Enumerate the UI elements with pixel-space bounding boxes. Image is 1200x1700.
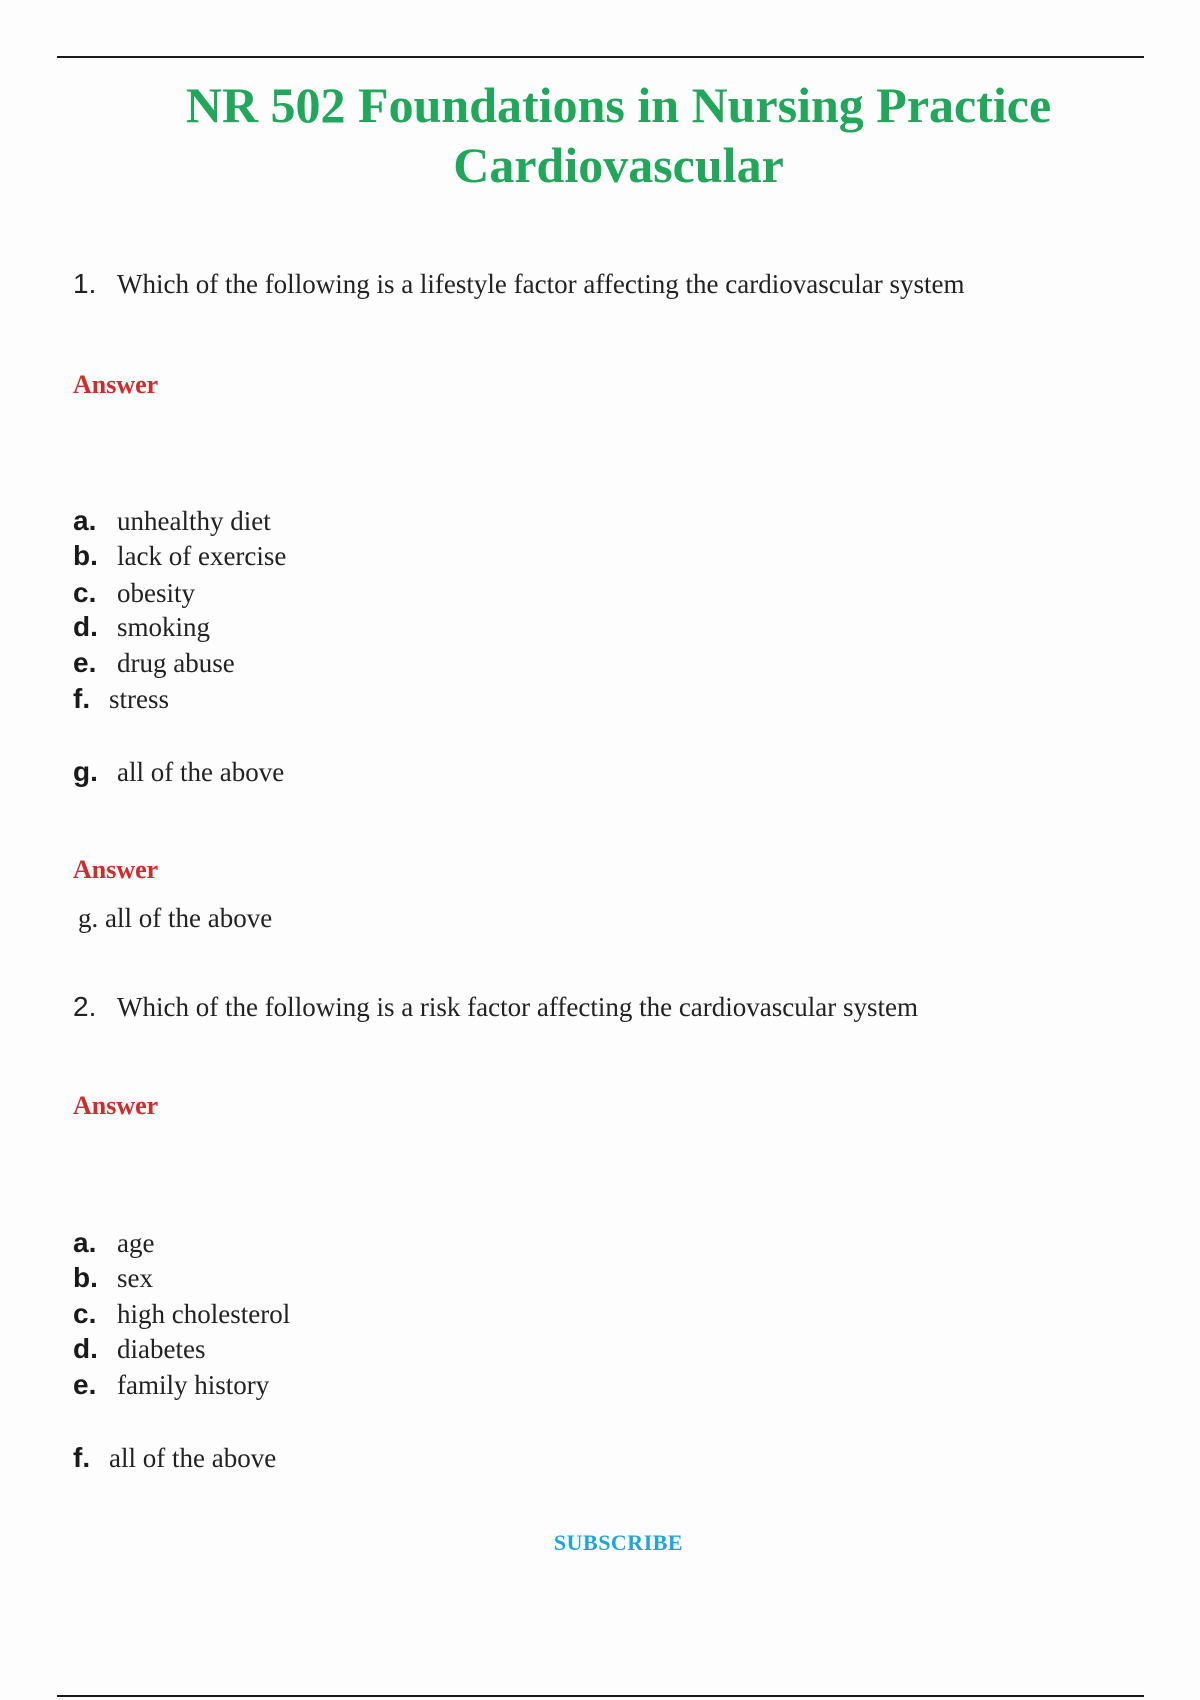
option-text: diabetes <box>117 1334 206 1364</box>
option-text: stress <box>109 684 169 714</box>
option-letter: a. <box>73 505 97 536</box>
option-item <box>73 682 169 716</box>
option-letter: g. <box>73 756 98 787</box>
page-title <box>0 75 1200 195</box>
option-text: sex <box>117 1263 153 1293</box>
option-item <box>73 1226 154 1260</box>
option-letter: d. <box>73 611 98 642</box>
option-text: unhealthy diet <box>117 506 271 536</box>
question-1 <box>73 268 964 300</box>
title-line-2: Cardiovascular <box>453 137 784 193</box>
option-item <box>73 1368 269 1402</box>
subscribe-link[interactable]: SUBSCRIBE <box>553 1530 684 1555</box>
title-line-1: NR 502 Foundations in Nursing Practice <box>185 77 1052 133</box>
answer-label: Answer <box>73 1091 159 1120</box>
option-letter: c. <box>73 577 97 608</box>
option-letter: f. <box>73 683 91 714</box>
option-letter: c. <box>73 1298 97 1329</box>
option-letter: e. <box>73 647 97 678</box>
option-item <box>73 755 284 789</box>
option-text: drug abuse <box>117 648 235 678</box>
question-text: Which of the following is a risk factor affecting the cardiovascular system <box>117 992 918 1022</box>
option-item <box>73 1261 153 1295</box>
option-item <box>73 1332 205 1366</box>
option-item <box>73 610 210 644</box>
option-text: all of the above <box>109 1443 277 1473</box>
question-number: 2. <box>73 991 97 1022</box>
option-text: smoking <box>117 612 211 642</box>
option-item <box>73 646 235 680</box>
option-item <box>73 576 195 610</box>
answer-label: Answer <box>73 855 159 884</box>
option-text: lack of exercise <box>117 541 287 571</box>
option-letter: b. <box>73 540 98 571</box>
option-letter: b. <box>73 1262 98 1293</box>
answer-text: g. all of the above <box>78 903 273 933</box>
option-item <box>73 1297 290 1331</box>
question-number: 1. <box>73 268 97 299</box>
option-text: age <box>117 1228 155 1258</box>
question-text: Which of the following is a lifestyle factor affecting the cardiovascular system <box>117 269 965 299</box>
option-item <box>73 1441 276 1475</box>
option-letter: a. <box>73 1227 97 1258</box>
question-2 <box>73 991 918 1023</box>
option-item <box>73 539 286 573</box>
option-letter: e. <box>73 1369 97 1400</box>
top-rule <box>57 56 1144 58</box>
option-text: family history <box>117 1370 270 1400</box>
option-letter: d. <box>73 1333 98 1364</box>
option-letter: f. <box>73 1442 91 1473</box>
answer-label: Answer <box>73 370 159 399</box>
option-text: all of the above <box>117 757 285 787</box>
option-item <box>73 504 271 538</box>
option-text: obesity <box>117 578 195 608</box>
bottom-rule <box>57 1695 1144 1697</box>
option-text: high cholesterol <box>117 1299 291 1329</box>
